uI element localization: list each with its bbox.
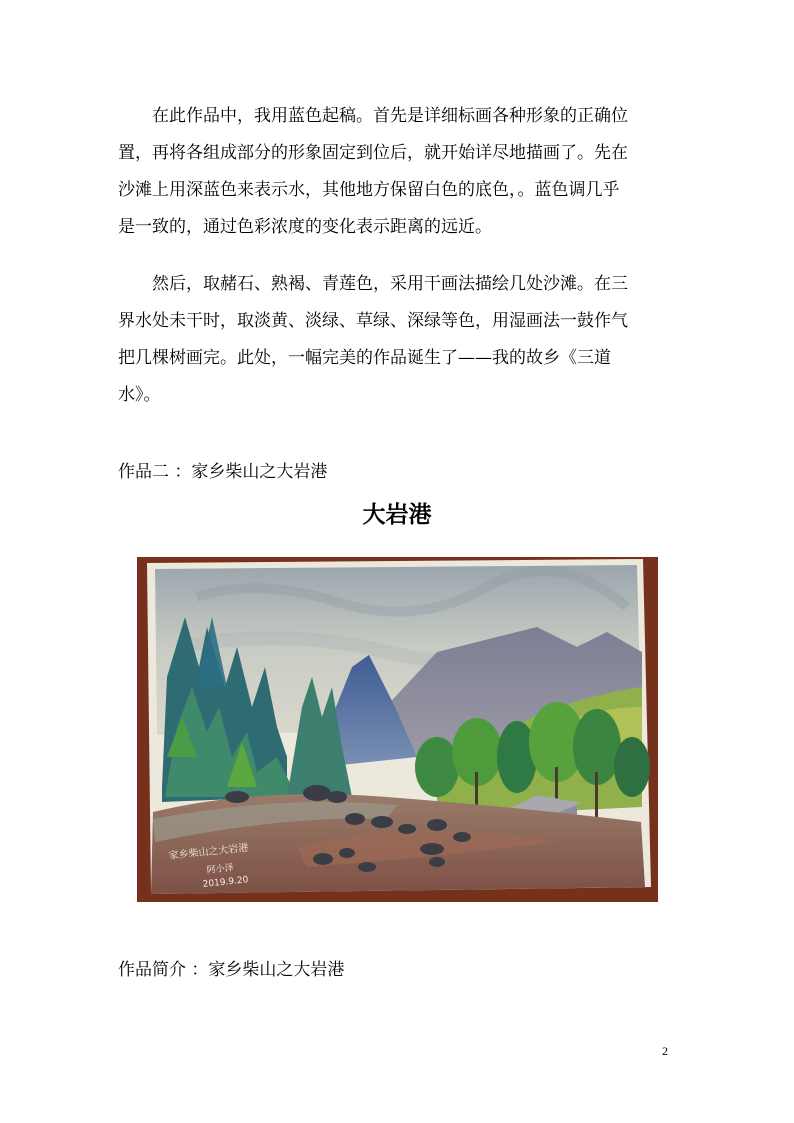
signature-line: 2019.9.20 (202, 875, 249, 890)
work2-caption: 作品二 ：家乡柴山之大岩港 (118, 462, 328, 482)
painting-image (137, 557, 658, 902)
paragraph-line: 然后，取赭石、熟褐、青莲色，采用干画法描绘几处沙滩。在三 (118, 274, 628, 294)
paragraph-line: 水》。 (118, 385, 161, 405)
paragraph-2 (118, 266, 678, 414)
paragraph-line: 界水处未干时，取淡黄、淡绿、草绿、深绿等色，用湿画法一鼓作气 (118, 311, 628, 331)
work2-title: 大岩港 (362, 501, 432, 528)
paper-sheet (147, 559, 651, 894)
intro-caption: 作品简介 ：家乡柴山之大岩港 (118, 960, 345, 980)
paragraph-line: 把几棵树画完。此处，一幅完美的作品诞生了——我的故乡《三道 (118, 348, 611, 368)
paragraph-line: 是一致的，通过色彩浓度的变化表示距离的远近。 (118, 217, 492, 237)
paragraph-line: 沙滩上用深蓝色来表示水，其他地方保留白色的底色，。蓝色调几乎 (118, 180, 620, 200)
signature-line: 家乡柴山之大岩港 (168, 842, 249, 862)
paragraph-line: 置，再将各组成部分的形象固定到位后，就开始详尽地描画了。先在 (118, 143, 628, 163)
paragraph-line: 在此作品中，我用蓝色起稿。首先是详细标画各种形象的正确位 (118, 106, 628, 126)
paragraph-1 (118, 98, 678, 246)
signature-line: 阿小泽 (206, 863, 235, 876)
page-number: 2 (662, 1044, 668, 1058)
